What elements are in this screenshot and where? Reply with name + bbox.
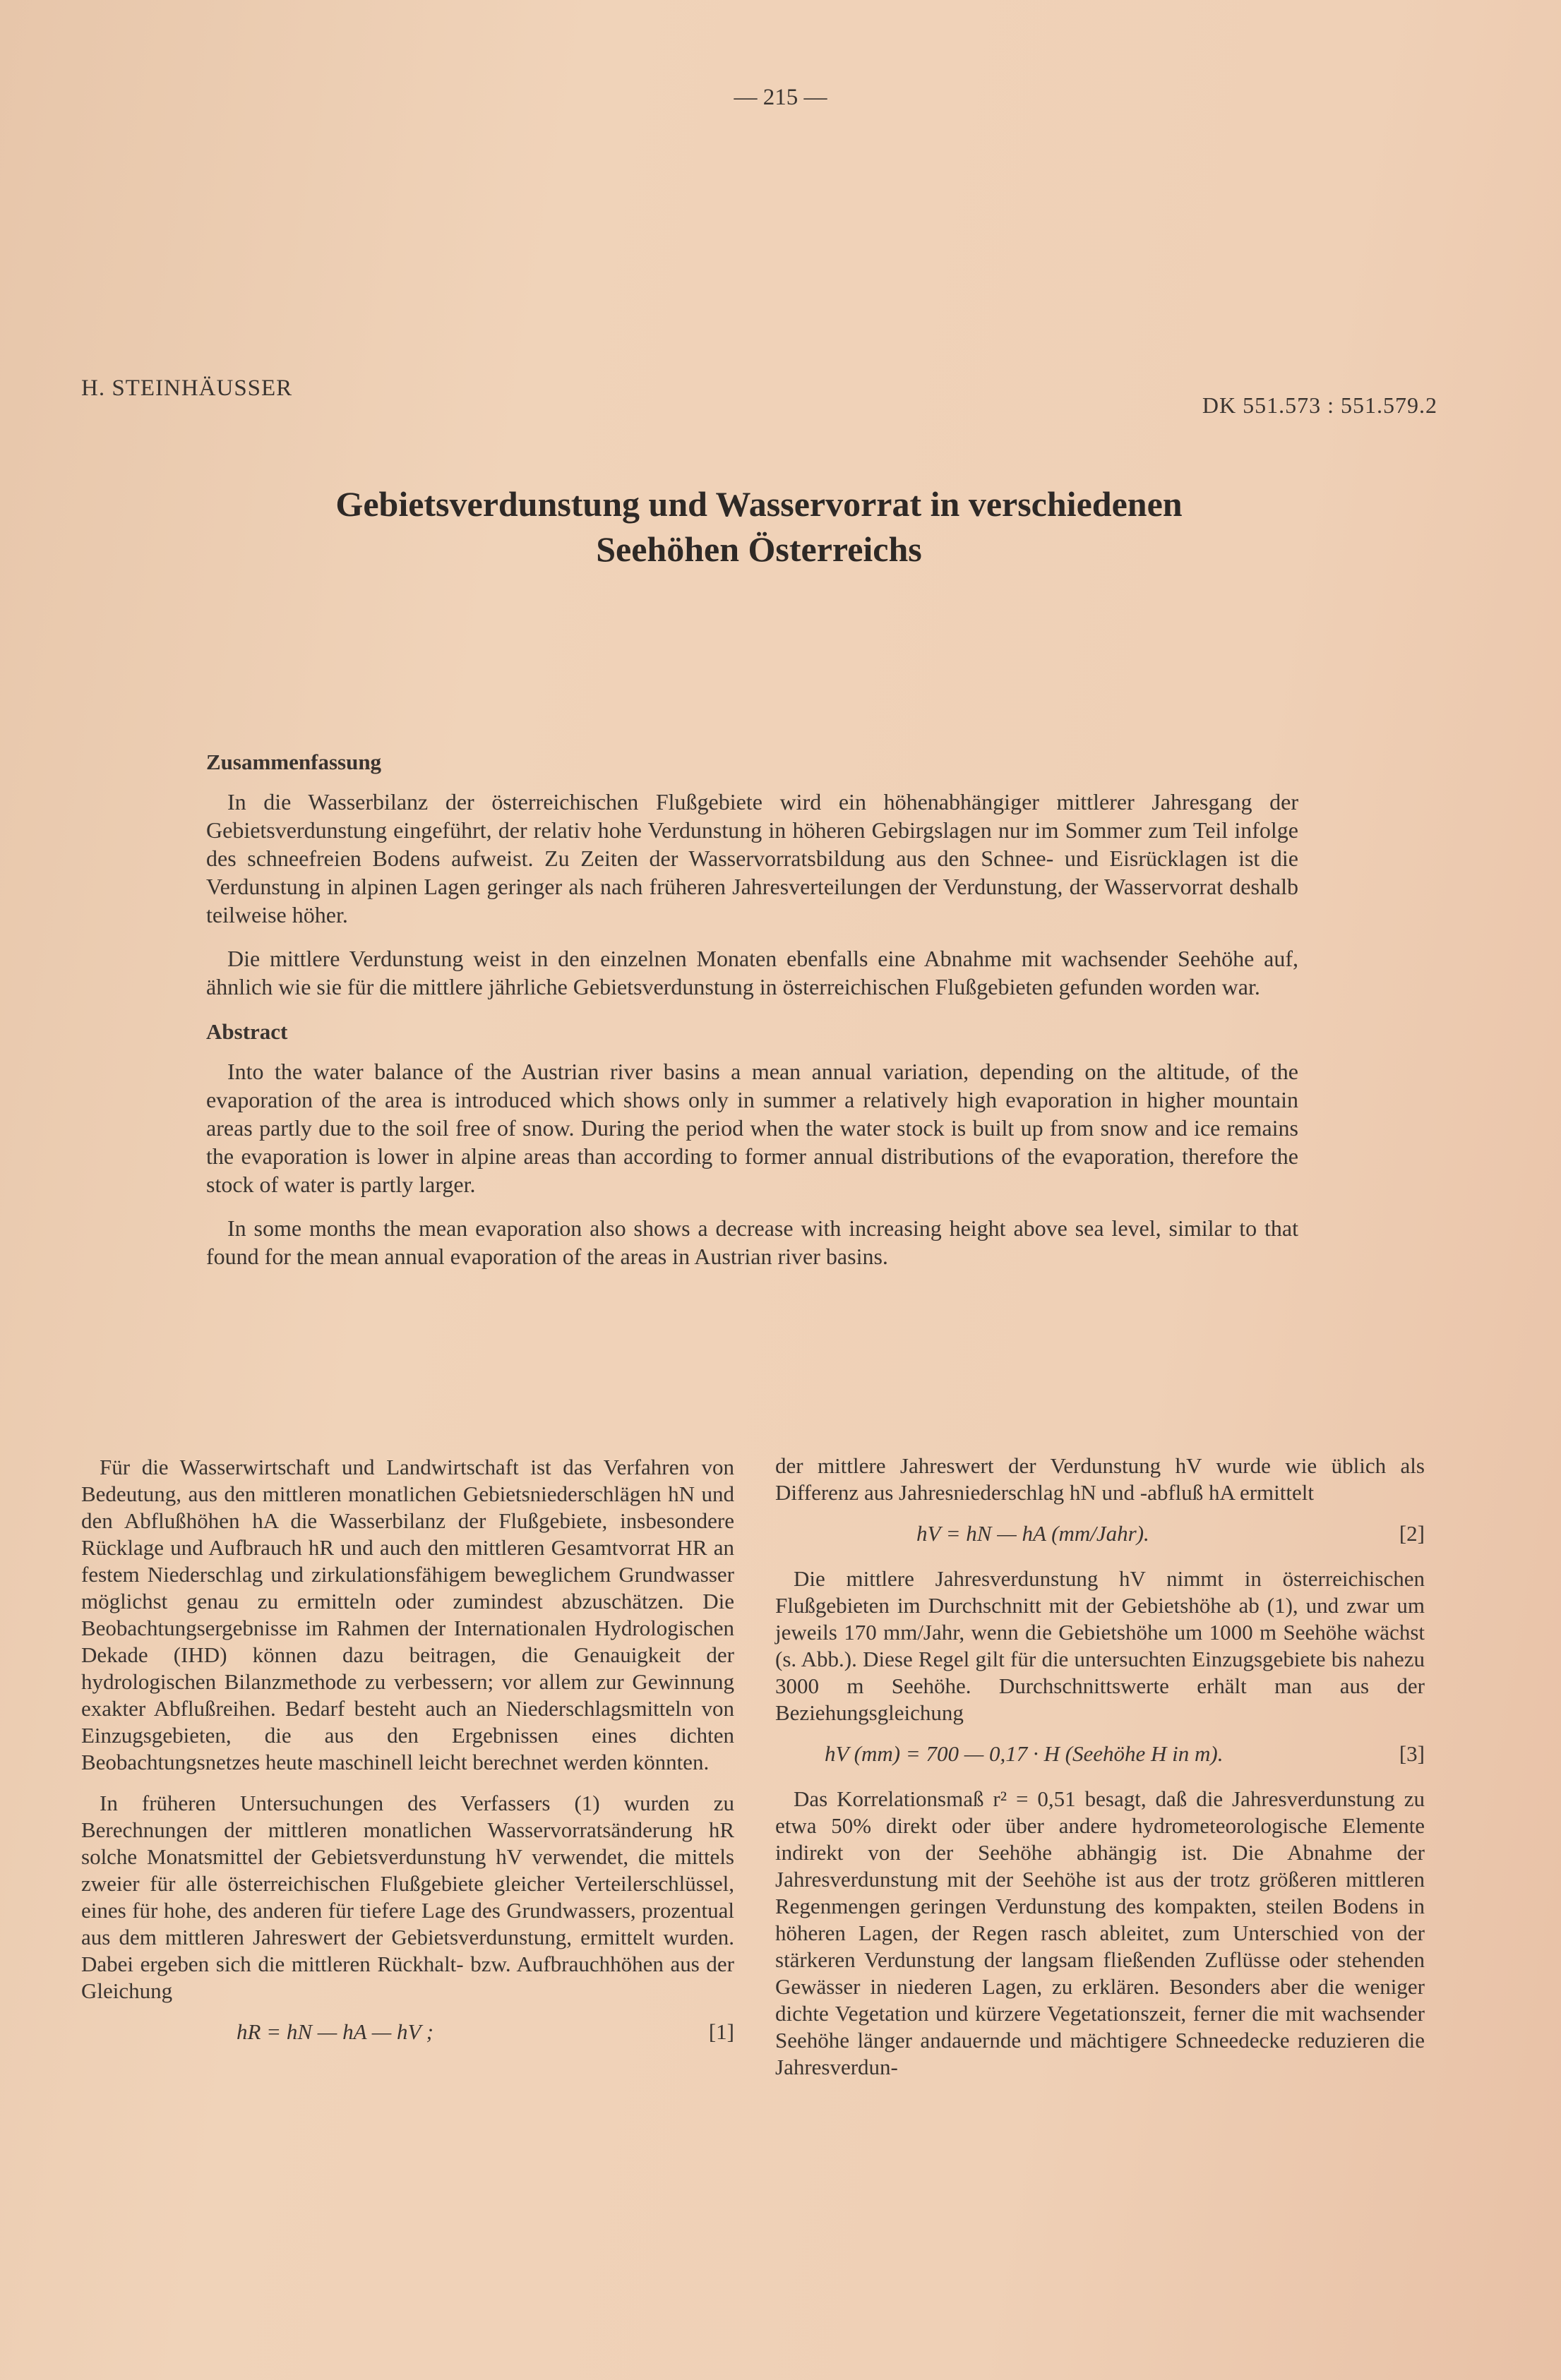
classification-code: DK 551.573 : 551.579.2 (1202, 392, 1437, 418)
body-column-right (775, 1453, 1425, 2095)
abstract-paragraph-1: Into the water balance of the Austrian river basins a mean annual variation, depending on the altitude, of the evaporation of the area is introduced which shows only in summer a relatively high evaporation in higher mountain areas partly due to the soil free of snow. During the period when the water stock is built up from snow and ice remains the evaporation is lower in alpine areas than according to former annual distributions of the evaporation, therefore the stock of water is partly larger. (206, 1059, 1298, 1197)
body-column-left (81, 1454, 734, 2064)
body-paragraph: In früheren Untersuchungen des Verfassers (1) wurden zu Berechnungen der mittleren monatlichen Wasservorratsänderung hR solche Monatsmittel der Gebietsverdunstung hV verwendet, die mittels zweier für alle österreichischen Flußgebiete gleicher Verteilerschlüssel, eines für hohe, des anderen für tiefere Lage des Grundwassers, prozentual aus dem mittleren Jahreswert der Gebietsverdunstung, ermittelt wurden. Dabei ergeben sich die mittleren Rückhalt- bzw. Aufbrauchhöhen aus der Gleichung (81, 1791, 734, 2003)
title-line-1: Gebietsverdunstung und Wasservorrat in verschiedenen (335, 484, 1183, 524)
equation-3 (775, 1741, 1425, 1767)
author-name: H. STEINHÄUSSER (81, 375, 293, 401)
body-paragraph: Für die Wasserwirtschaft und Landwirtschaft ist das Verfahren von Bedeutung, aus den mittleren monatlichen Gebietsniederschlägen hN und den Abflußhöhen hA die Wasserbilanz der Flußgebiete, insbesondere Rücklage und Aufbrauch hR und auch den mittleren Gesamtvorrat HR an festem Niederschlag und zirkulationsfähigem beweglichem Grundwasser möglichst genau zu ermitteln oder zumindest abzuschätzen. Die Beobachtungsergebnisse im Rahmen der Internationalen Hydrologischen Dekade (IHD) können dazu beitragen, die Genauigkeit der hydrologischen Bilanzmethode zu verbessern; vor allem zur Gewinnung exakter Abflußreihen. Bedarf besteht auch an Niederschlagsmitteln von Einzugsgebieten, die aus den Ergebnissen eines dichten Beobachtungsnetzes heute maschinell leicht berechnet werden könnten. (81, 1455, 734, 1774)
page-number: — 215 — (734, 85, 827, 110)
title-line-2: Seehöhen Österreichs (596, 529, 922, 569)
body-paragraph: Das Korrelationsmaß r² = 0,51 besagt, daß die Jahresverdunstung zu etwa 50% direkt oder über andere hydrometeorologische Elemente indirekt von der Seehöhe abhängig ist. Die Abnahme der Jahresverdunstung mit der Seehöhe ist aus der trotz größeren mittleren Regenmengen geringen Verdunstung des kompakten, steilen Bodens in höheren Lagen, der Regen rasch ableitet, zum Unterschied von der stärkeren Verdunstung der langsam fließenden Zuflüsse oder stehenden Gewässer in niederen Lagen, zu erklären. Besonders aber die weniger dichte Vegetation und kürzere Vegetationszeit, ferner die mit wachsender Seehöhe länger andauernde und mächtigere Schneedecke reduzieren die Jahresverdun- (775, 1786, 1425, 2079)
equation-formula: hR = hN — hA — hV ; (237, 2019, 433, 2044)
equation-formula: hV (mm) = 700 — 0,17 · H (Seehöhe H in m). (825, 1741, 1224, 1766)
equation-formula: hV = hN — hA (mm/Jahr). (916, 1521, 1149, 1546)
abstract-paragraph-2: In some months the mean evaporation also shows a decrease with increasing height above sea level, similar to that found for the mean annual evaporation of the areas in Austrian river basins. (206, 1215, 1298, 1269)
summary-heading: Zusammenfassung (206, 750, 382, 774)
body-paragraph: Die mittlere Jahresverdunstung hV nimmt in österreichischen Flußgebieten im Durchschnitt mit der Gebietshöhe ab (1), und zwar um jeweils 170 mm/Jahr, wenn die Gebietshöhe um 1000 m Seehöhe wächst (s. Abb.). Diese Regel gilt für die untersuchten Einzugsgebiete bis nahezu 3000 m Seehöhe. Durchschnittswerte erhält man aus der Beziehungsgleichung (775, 1566, 1425, 1725)
summary-paragraph-1: In die Wasserbilanz der österreichischen Flußgebiete wird ein höhenabhängiger mittlerer Jahresgang der Gebietsverdunstung eingeführt, der relativ hohe Verdunstung in höheren Gebirgslagen nur im Sommer zum Teil infolge des schneefreien Bodens aufweist. Zu Zeiten der Wasservorratsbildung aus den Schnee- und Eisrücklagen ist die Verdunstung in alpinen Lagen geringer als nach früheren Jahresverteilungen der Verdunstung, der Wasservorrat deshalb teilweise höher. (206, 789, 1298, 927)
equation-1 (81, 2019, 734, 2045)
equation-number: [2] (1399, 1521, 1425, 1546)
body-paragraph: der mittlere Jahreswert der Verdunstung hV wurde wie üblich als Differenz aus Jahresniederschlag hN und -abfluß hA ermittelt (775, 1453, 1425, 1505)
equation-number: [3] (1399, 1741, 1425, 1766)
equation-2 (775, 1520, 1425, 1547)
paper-title (0, 481, 1518, 572)
summary-section (206, 750, 1298, 1286)
equation-number: [1] (708, 2019, 734, 2044)
summary-paragraph-2: Die mittlere Verdunstung weist in den einzelnen Monaten ebenfalls eine Abnahme mit wachsender Seehöhe auf, ähnlich wie sie für die mittlere jährliche Gebietsverdunstung in österreichischen Flußgebieten gefunden worden war. (206, 946, 1298, 999)
abstract-heading: Abstract (206, 1019, 288, 1044)
